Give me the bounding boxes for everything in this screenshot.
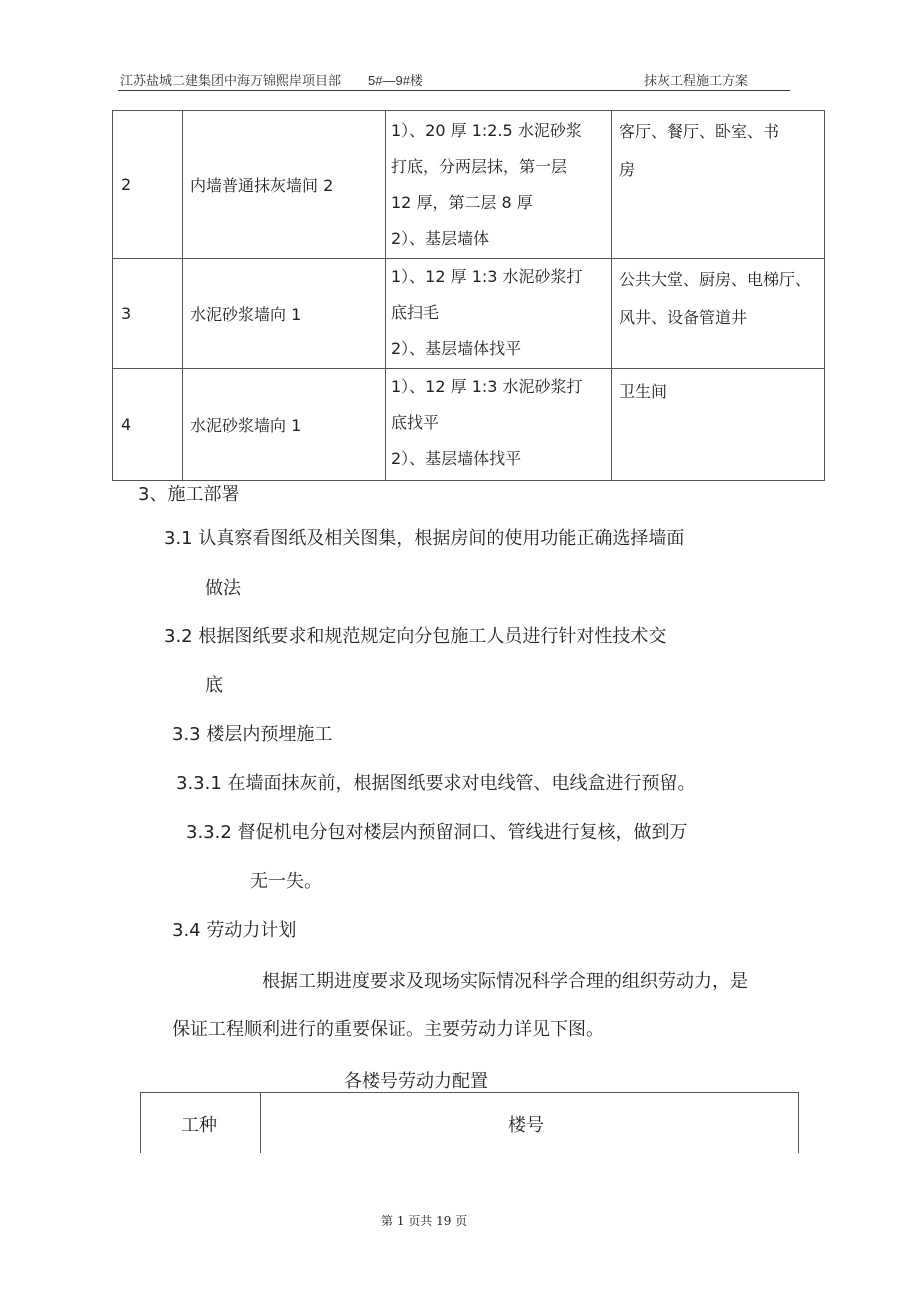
row-number: 3	[113, 259, 183, 369]
table-row	[113, 259, 825, 369]
location-line: 房	[619, 160, 636, 179]
description-line: 1）、20 厚 1:2.5 水泥砂浆	[391, 121, 582, 140]
labor-allocation-table	[140, 1092, 799, 1153]
row-number: 4	[113, 369, 183, 481]
wall-type-name: 内墙普通抹灰墙间 2	[183, 111, 386, 259]
paragraph-3-1: 3.1 认真察看图纸及相关图集，根据房间的使用功能正确选择墙面	[164, 528, 685, 549]
description-line: 底扫毛	[391, 303, 440, 322]
labor-table-caption: 各楼号劳动力配置	[344, 1071, 488, 1092]
paragraph-3-3-2: 3.3.2 督促机电分包对楼层内预留洞口、管线进行复核，做到万	[186, 822, 688, 843]
table-row	[113, 369, 825, 481]
construction-description	[386, 369, 612, 481]
location-line: 风井、设备管道井	[619, 308, 748, 327]
column-header-trade: 工种	[181, 1115, 217, 1136]
application-location	[612, 259, 825, 369]
page-header	[118, 68, 790, 91]
wall-type-name: 水泥砂浆墙向 1	[183, 369, 386, 481]
paragraph-3-3-2-cont: 无一失。	[250, 871, 322, 892]
plaster-spec-table	[112, 110, 825, 481]
description-line: 打底，分两层抹，第一层	[391, 157, 568, 176]
header-document-title: 抹灰工程施工方案	[644, 74, 749, 89]
paragraph-3-2: 3.2 根据图纸要求和规范规定向分包施工人员进行针对性技术交	[164, 626, 667, 647]
description-line: 底找平	[391, 413, 440, 432]
location-line: 卫生间	[619, 382, 668, 401]
description-line: 1）、12 厚 1:3 水泥砂浆打	[391, 267, 583, 286]
column-header-building: 楼号	[508, 1115, 544, 1136]
subsection-3-4: 3.4 劳动力计划	[172, 920, 297, 941]
paragraph-3-1-cont: 做法	[205, 578, 241, 599]
paragraph-3-4-cont: 保证工程顺利进行的重要保证。主要劳动力详见下图。	[172, 1019, 604, 1040]
wall-type-name: 水泥砂浆墙向 1	[183, 259, 386, 369]
header-company: 江苏盐城二建集团中海万锦熙岸项目部	[120, 74, 342, 89]
table-row	[113, 111, 825, 259]
description-line: 12 厚，第二层 8 厚	[391, 193, 533, 212]
header-buildings: 5#—9#楼	[368, 73, 423, 88]
construction-description	[386, 111, 612, 259]
paragraph-3-3-1: 3.3.1 在墙面抹灰前，根据图纸要求对电线管、电线盒进行预留。	[176, 773, 696, 794]
application-location	[612, 111, 825, 259]
row-number: 2	[113, 111, 183, 259]
paragraph-3-4: 根据工期进度要求及现场实际情况科学合理的组织劳动力，是	[262, 971, 748, 992]
description-line: 2）、基层墙体找平	[391, 339, 522, 358]
column-divider	[260, 1093, 261, 1153]
description-line: 2）、基层墙体找平	[391, 449, 522, 468]
description-line: 2）、基层墙体	[391, 229, 490, 248]
location-line: 公共大堂、厨房、电梯厅、	[619, 270, 812, 289]
paragraph-3-2-cont: 底	[205, 675, 223, 696]
description-line: 1）、12 厚 1:3 水泥砂浆打	[391, 377, 583, 396]
subsection-3-3: 3.3 楼层内预埋施工	[172, 724, 333, 745]
construction-description	[386, 259, 612, 369]
location-line: 客厅、餐厅、卧室、书	[619, 122, 780, 141]
section-heading: 3、施工部署	[138, 484, 240, 505]
application-location	[612, 369, 825, 481]
page-footer: 第 1 页共 19 页	[381, 1214, 468, 1228]
